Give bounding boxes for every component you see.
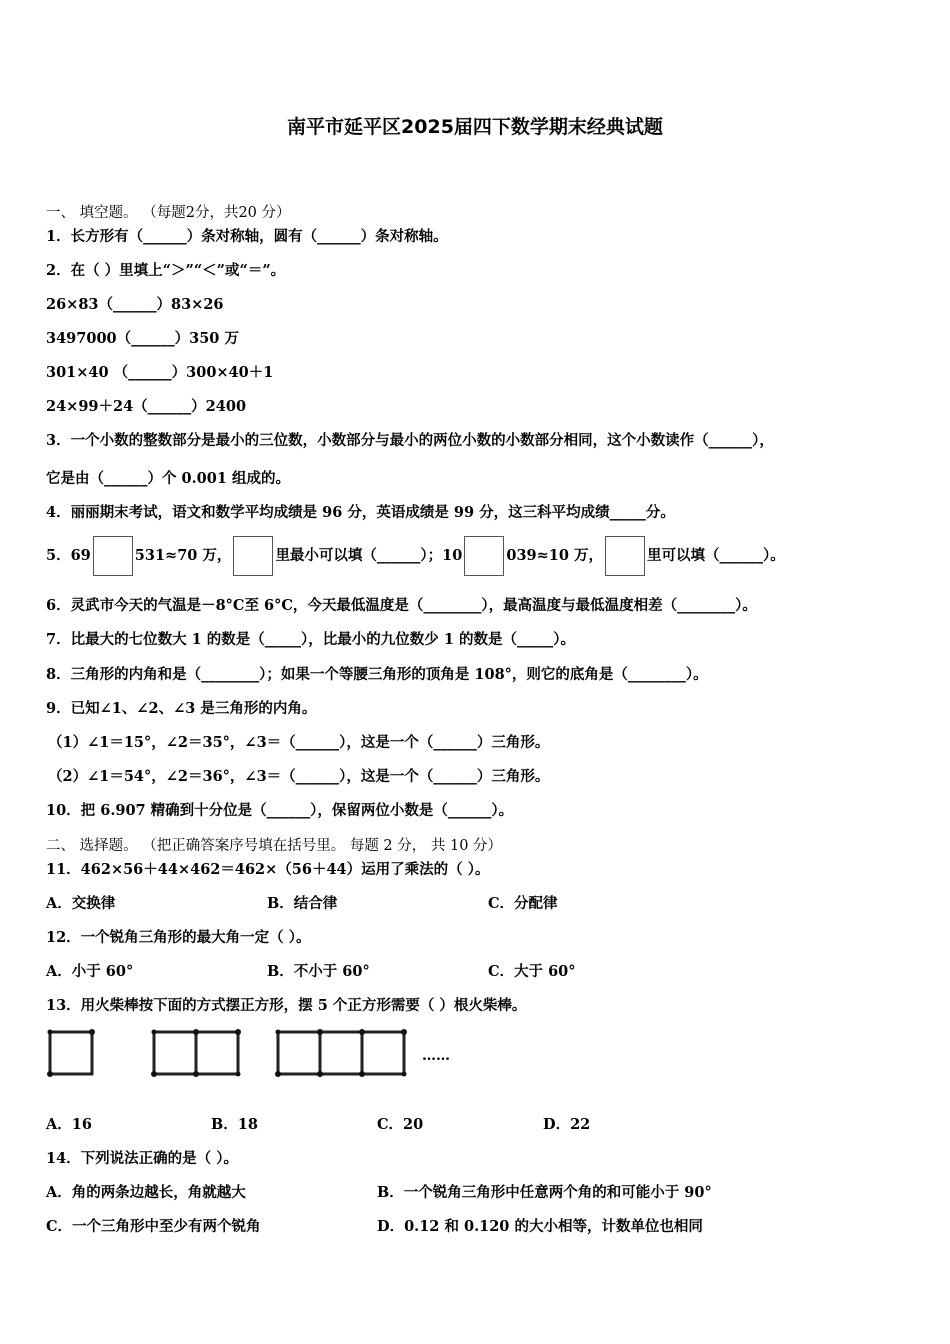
question-7: 7．比最大的七位数大 1 的数是（_____），比最小的九位数少 1 的数是（_____）。 [46, 631, 575, 648]
question-9-part-1: （1）∠1＝15°，∠2＝35°，∠3＝（______），这是一个（______）三角形。 [48, 734, 550, 751]
question-12-stem: 12．一个锐角三角形的最大角一定（ ）。 [46, 929, 311, 946]
question-2-stem: 2．在（ ）里填上“＞”“＜”或“＝”。 [46, 262, 286, 279]
question-2-item: 24×99＋24（______）2400 [46, 398, 247, 415]
section-2-heading: 二、 选择题。 （把正确答案序号填在括号里。 每题 2 分， 共 10 分） [46, 838, 503, 854]
q5-part-c: 里最小可以填（______）；10 [275, 547, 463, 564]
q5-part-d: 039≈10 万， [506, 547, 604, 564]
question-11-stem: 11．462×56＋44×462＝462×（56＋44）运用了乘法的（ ）。 [46, 861, 490, 878]
q11-option-c: C．分配律 [488, 895, 558, 912]
q5-part-e: 里可以填（______）。 [647, 547, 785, 564]
q11-option-a: A．交换律 [46, 895, 116, 912]
question-14-stem: 14．下列说法正确的是（ ）。 [46, 1150, 238, 1167]
question-10: 10．把 6.907 精确到十分位是（______），保留两位小数是（______）。 [46, 802, 514, 819]
question-4: 4．丽丽期末考试，语文和数学平均成绩是 96 分，英语成绩是 99 分，这三科平均成绩_____分。 [46, 504, 675, 521]
section-1-heading: 一、 填空题。 （每题2分，共20 分） [46, 205, 291, 221]
q13-option-b: B．18 [211, 1116, 258, 1133]
question-3-line2: 它是由（______）个 0.001 组成的。 [46, 470, 290, 487]
question-3-line1: 3．一个小数的整数部分是最小的三位数，小数部分与最小的两位小数的小数部分相同，这个小数读作（______）， [46, 432, 774, 449]
q13-option-c: C．20 [377, 1116, 424, 1133]
matchstick-square-1 [50, 1032, 92, 1074]
ellipsis: …… [422, 1048, 450, 1064]
q11-option-b: B．结合律 [267, 895, 338, 912]
q5-part-a: 5．69 [46, 547, 91, 564]
question-8: 8．三角形的内角和是（________）；如果一个等腰三角形的顶角是 108°，则它的底角是（________）。 [46, 666, 708, 683]
question-2-item: 3497000（______）350 万 [46, 330, 239, 347]
question-13-stem: 13．用火柴棒按下面的方式摆正方形，摆 5 个正方形需要（ ）根火柴棒。 [46, 997, 527, 1014]
digit-box [605, 536, 645, 576]
q5-part-b: 531≈70 万， [134, 547, 232, 564]
q14-option-c: C．一个三角形中至少有两个锐角 [46, 1218, 261, 1235]
question-1: 1．长方形有（______）条对称轴，圆有（______）条对称轴。 [46, 228, 448, 245]
question-2-item: 301×40 （______）300×40＋1 [46, 364, 274, 381]
matchstick-squares-2 [154, 1032, 238, 1074]
q12-option-c: C．大于 60° [488, 963, 576, 980]
q12-option-b: B．不小于 60° [267, 963, 370, 980]
page-title: 南平市延平区2025届四下数学期末经典试题 [287, 116, 663, 138]
q14-option-b: B．一个锐角三角形中任意两个角的和可能小于 90° [377, 1184, 712, 1201]
q14-option-d: D．0.12 和 0.120 的大小相等，计数单位也相同 [377, 1218, 703, 1235]
matchstick-squares-figure [40, 1024, 480, 1084]
question-5 [46, 536, 785, 576]
q13-option-a: A．16 [46, 1116, 92, 1133]
question-2-item: 26×83（______）83×26 [46, 296, 224, 313]
digit-box [233, 536, 273, 576]
question-6: 6．灵武市今天的气温是－8°C至 6°C，今天最低温度是（________），最高温度与最低温度相差（________）。 [46, 597, 757, 614]
digit-box [464, 536, 504, 576]
question-9-part-2: （2）∠1＝54°，∠2＝36°，∠3＝（______），这是一个（______）三角形。 [48, 768, 550, 785]
q14-option-a: A．角的两条边越长，角就越大 [46, 1184, 246, 1201]
q12-option-a: A．小于 60° [46, 963, 134, 980]
matchstick-squares-3 [278, 1032, 404, 1074]
question-9-stem: 9．已知∠1、∠2、∠3 是三角形的内角。 [46, 700, 317, 717]
digit-box [93, 536, 133, 576]
q13-option-d: D．22 [543, 1116, 591, 1133]
